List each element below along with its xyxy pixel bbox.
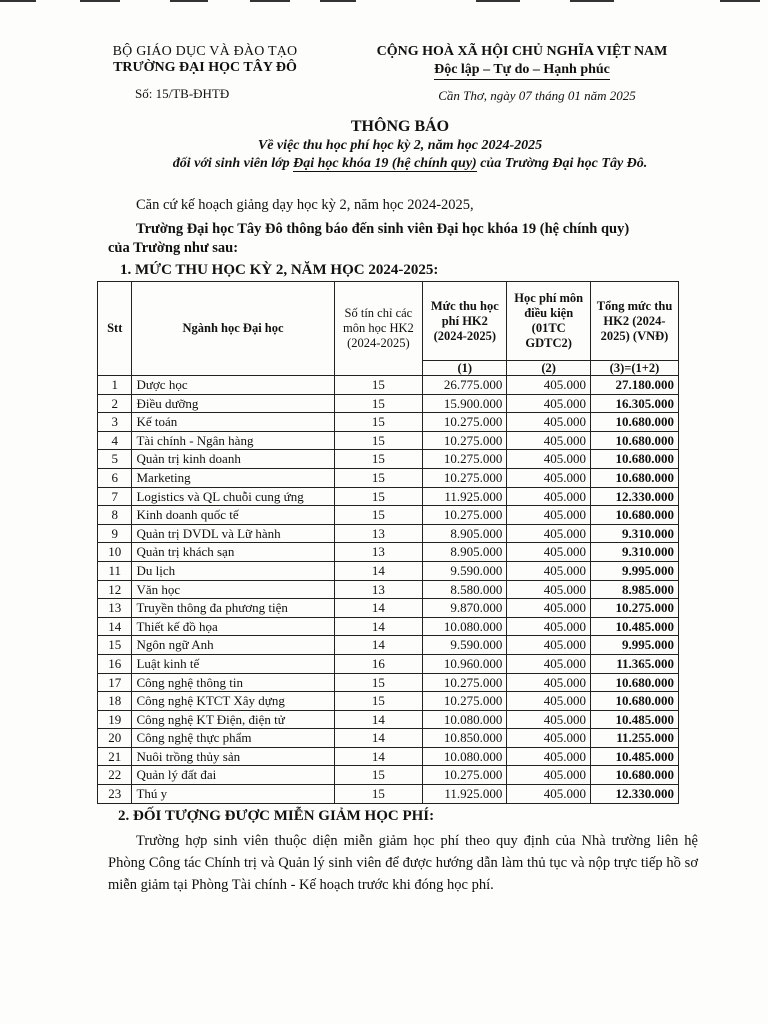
row-credits: 15 xyxy=(334,468,423,487)
row-conditional: 405.000 xyxy=(507,468,591,487)
section2-paragraph: Trường hợp sinh viên thuộc diện miễn giảm học phí theo quy định của Nhà trường liên hệ Phòng Công tác Chính trị và Quản lý sinh viên để được hướng dẫn làm thủ tục và nộp trực tiếp hồ sơ miễn giảm tại Phòng Tài chính - Kế hoạch trước khi đóng học phí. xyxy=(108,833,698,893)
table-row xyxy=(98,636,679,655)
row-credits: 16 xyxy=(334,654,423,673)
table-row xyxy=(98,766,679,785)
row-stt: 20 xyxy=(98,729,132,748)
issuer-header xyxy=(90,44,320,102)
row-total: 27.180.000 xyxy=(590,376,678,395)
row-stt: 3 xyxy=(98,413,132,432)
table-row xyxy=(98,431,679,450)
row-conditional: 405.000 xyxy=(507,785,591,804)
row-conditional: 405.000 xyxy=(507,747,591,766)
row-conditional: 405.000 xyxy=(507,692,591,711)
row-fee: 8.905.000 xyxy=(423,524,507,543)
row-fee: 15.900.000 xyxy=(423,394,507,413)
row-total: 10.680.000 xyxy=(590,673,678,692)
row-total: 9.310.000 xyxy=(590,524,678,543)
row-total: 10.680.000 xyxy=(590,468,678,487)
document-number: Số: 15/TB-ĐHTĐ xyxy=(135,86,230,101)
row-fee: 10.275.000 xyxy=(423,673,507,692)
table-row xyxy=(98,599,679,618)
table-row xyxy=(98,654,679,673)
row-total: 10.680.000 xyxy=(590,692,678,711)
row-major: Thiết kế đồ họa xyxy=(132,617,334,636)
table-row xyxy=(98,580,679,599)
row-stt: 11 xyxy=(98,561,132,580)
row-conditional: 405.000 xyxy=(507,506,591,525)
row-total: 11.365.000 xyxy=(590,654,678,673)
row-stt: 14 xyxy=(98,617,132,636)
row-major: Dược học xyxy=(132,376,334,395)
row-total: 10.275.000 xyxy=(590,599,678,618)
table-row xyxy=(98,506,679,525)
row-conditional: 405.000 xyxy=(507,673,591,692)
row-conditional: 405.000 xyxy=(507,413,591,432)
row-major: Ngôn ngữ Anh xyxy=(132,636,334,655)
row-major: Luật kinh tế xyxy=(132,654,334,673)
row-stt: 9 xyxy=(98,524,132,543)
row-fee: 9.870.000 xyxy=(423,599,507,618)
row-stt: 2 xyxy=(98,394,132,413)
row-fee: 10.080.000 xyxy=(423,617,507,636)
row-stt: 10 xyxy=(98,543,132,562)
row-credits: 15 xyxy=(334,487,423,506)
row-conditional: 405.000 xyxy=(507,524,591,543)
row-credits: 15 xyxy=(334,692,423,711)
header-fee: Mức thu học phí HK2 (2024-2025) xyxy=(423,282,507,361)
row-conditional: 405.000 xyxy=(507,431,591,450)
row-major: Điều dưỡng xyxy=(132,394,334,413)
row-major: Kinh doanh quốc tế xyxy=(132,506,334,525)
row-major: Văn học xyxy=(132,580,334,599)
row-total: 10.680.000 xyxy=(590,413,678,432)
row-conditional: 405.000 xyxy=(507,450,591,469)
row-conditional: 405.000 xyxy=(507,543,591,562)
row-fee: 11.925.000 xyxy=(423,785,507,804)
subheader-total: (3)=(1+2) xyxy=(590,361,678,376)
row-credits: 15 xyxy=(334,785,423,804)
row-credits: 15 xyxy=(334,413,423,432)
row-conditional: 405.000 xyxy=(507,394,591,413)
row-total: 16.305.000 xyxy=(590,394,678,413)
row-fee: 10.080.000 xyxy=(423,710,507,729)
row-stt: 21 xyxy=(98,747,132,766)
row-credits: 15 xyxy=(334,673,423,692)
row-credits: 14 xyxy=(334,636,423,655)
place-date: Cần Thơ, ngày 07 tháng 01 năm 2025 xyxy=(438,88,636,103)
ministry-name: BỘ GIÁO DỤC VÀ ĐÀO TẠO xyxy=(112,44,298,59)
table-row xyxy=(98,710,679,729)
national-header xyxy=(352,44,692,104)
row-credits: 15 xyxy=(334,506,423,525)
row-stt: 5 xyxy=(98,450,132,469)
row-conditional: 405.000 xyxy=(507,654,591,673)
row-major: Marketing xyxy=(132,468,334,487)
subheader-fee: (1) xyxy=(423,361,507,376)
row-major: Logistics và QL chuỗi cung ứng xyxy=(132,487,334,506)
subtitle-part-c: của Trường Đại học Tây Đô. xyxy=(476,156,648,171)
row-credits: 15 xyxy=(334,766,423,785)
row-major: Quản trị kinh doanh xyxy=(132,450,334,469)
row-conditional: 405.000 xyxy=(507,376,591,395)
table-row xyxy=(98,450,679,469)
row-major: Thú y xyxy=(132,785,334,804)
row-stt: 16 xyxy=(98,654,132,673)
tuition-table-body xyxy=(98,376,679,804)
row-fee: 10.275.000 xyxy=(423,506,507,525)
header-stt: Stt xyxy=(98,282,132,376)
row-credits: 15 xyxy=(334,431,423,450)
table-row xyxy=(98,487,679,506)
table-row xyxy=(98,468,679,487)
row-conditional: 405.000 xyxy=(507,580,591,599)
table-row xyxy=(98,394,679,413)
row-major: Công nghệ KT Điện, điện tử xyxy=(132,710,334,729)
row-credits: 14 xyxy=(334,617,423,636)
row-conditional: 405.000 xyxy=(507,599,591,618)
row-major: Nuôi trồng thủy sản xyxy=(132,747,334,766)
row-major: Tài chính - Ngân hàng xyxy=(132,431,334,450)
row-fee: 10.275.000 xyxy=(423,413,507,432)
header-conditional: Học phí môn điều kiện (01TC GDTC2) xyxy=(507,282,591,361)
country-name: CỘNG HOÀ XÃ HỘI CHỦ NGHĨA VIỆT NAM xyxy=(376,44,668,59)
notice-subtitle-line2 xyxy=(0,156,768,172)
row-stt: 22 xyxy=(98,766,132,785)
row-fee: 10.275.000 xyxy=(423,431,507,450)
row-credits: 14 xyxy=(334,599,423,618)
basis-paragraph: Căn cứ kế hoạch giảng dạy học kỳ 2, năm học 2024-2025, xyxy=(136,197,474,213)
row-fee: 9.590.000 xyxy=(423,636,507,655)
row-stt: 7 xyxy=(98,487,132,506)
notice-subtitle-line1: Về việc thu học phí học kỳ 2, năm học 2024-2025 xyxy=(257,138,543,153)
table-row xyxy=(98,524,679,543)
row-credits: 13 xyxy=(334,543,423,562)
row-total: 10.680.000 xyxy=(590,766,678,785)
row-conditional: 405.000 xyxy=(507,617,591,636)
table-row xyxy=(98,747,679,766)
table-row xyxy=(98,543,679,562)
row-total: 9.995.000 xyxy=(590,636,678,655)
section1-heading: 1. MỨC THU HỌC KỲ 2, NĂM HỌC 2024-2025: xyxy=(120,262,439,278)
row-total: 10.485.000 xyxy=(590,710,678,729)
row-major: Công nghệ thông tin xyxy=(132,673,334,692)
table-row xyxy=(98,729,679,748)
row-fee: 10.275.000 xyxy=(423,766,507,785)
row-stt: 4 xyxy=(98,431,132,450)
row-total: 12.330.000 xyxy=(590,487,678,506)
row-major: Quản trị khách sạn xyxy=(132,543,334,562)
row-fee: 11.925.000 xyxy=(423,487,507,506)
row-stt: 19 xyxy=(98,710,132,729)
header-total: Tổng mức thu HK2 (2024-2025) (VNĐ) xyxy=(590,282,678,361)
row-total: 10.485.000 xyxy=(590,617,678,636)
subtitle-part-b: Đại học khóa 19 (hệ chính quy) xyxy=(293,156,477,171)
row-total: 11.255.000 xyxy=(590,729,678,748)
row-credits: 15 xyxy=(334,394,423,413)
row-total: 10.485.000 xyxy=(590,747,678,766)
row-total: 10.680.000 xyxy=(590,506,678,525)
row-stt: 6 xyxy=(98,468,132,487)
row-major: Truyền thông đa phương tiện xyxy=(132,599,334,618)
row-major: Công nghệ KTCT Xây dựng xyxy=(132,692,334,711)
subheader-conditional: (2) xyxy=(507,361,591,376)
row-fee: 8.580.000 xyxy=(423,580,507,599)
row-stt: 23 xyxy=(98,785,132,804)
row-fee: 10.960.000 xyxy=(423,654,507,673)
row-major: Kế toán xyxy=(132,413,334,432)
row-credits: 13 xyxy=(334,580,423,599)
row-conditional: 405.000 xyxy=(507,766,591,785)
table-row xyxy=(98,413,679,432)
row-stt: 1 xyxy=(98,376,132,395)
row-credits: 14 xyxy=(334,710,423,729)
row-fee: 9.590.000 xyxy=(423,561,507,580)
row-stt: 13 xyxy=(98,599,132,618)
row-credits: 15 xyxy=(334,450,423,469)
row-stt: 15 xyxy=(98,636,132,655)
table-row xyxy=(98,692,679,711)
row-conditional: 405.000 xyxy=(507,729,591,748)
school-name: TRƯỜNG ĐẠI HỌC TÂY ĐÔ xyxy=(113,60,297,75)
row-stt: 12 xyxy=(98,580,132,599)
tuition-table xyxy=(97,281,679,804)
row-major: Quản lý đất đai xyxy=(132,766,334,785)
section2-heading: 2. ĐỐI TƯỢNG ĐƯỢC MIỄN GIẢM HỌC PHÍ: xyxy=(118,808,435,824)
scan-top-marks xyxy=(0,0,768,6)
row-total: 12.330.000 xyxy=(590,785,678,804)
subtitle-part-a: đối với sinh viên lớp xyxy=(172,156,294,171)
row-fee: 10.275.000 xyxy=(423,692,507,711)
row-stt: 18 xyxy=(98,692,132,711)
row-total: 10.680.000 xyxy=(590,450,678,469)
row-total: 10.680.000 xyxy=(590,431,678,450)
row-credits: 14 xyxy=(334,729,423,748)
table-row xyxy=(98,673,679,692)
row-credits: 15 xyxy=(334,376,423,395)
row-fee: 10.275.000 xyxy=(423,468,507,487)
row-major: Du lịch xyxy=(132,561,334,580)
row-fee: 10.275.000 xyxy=(423,450,507,469)
row-credits: 13 xyxy=(334,524,423,543)
row-credits: 14 xyxy=(334,747,423,766)
notice-title: THÔNG BÁO xyxy=(350,118,450,135)
header-credits: Số tín chỉ các môn học HK2 (2024-2025) xyxy=(334,282,423,376)
row-major: Quản trị DVDL và Lữ hành xyxy=(132,524,334,543)
table-row xyxy=(98,785,679,804)
row-conditional: 405.000 xyxy=(507,561,591,580)
row-conditional: 405.000 xyxy=(507,487,591,506)
row-credits: 14 xyxy=(334,561,423,580)
row-fee: 8.905.000 xyxy=(423,543,507,562)
row-total: 8.985.000 xyxy=(590,580,678,599)
national-motto: Độc lập – Tự do – Hạnh phúc xyxy=(434,62,610,80)
row-fee: 10.080.000 xyxy=(423,747,507,766)
intro-line2: của Trường như sau: xyxy=(108,240,239,256)
row-fee: 26.775.000 xyxy=(423,376,507,395)
row-stt: 8 xyxy=(98,506,132,525)
row-conditional: 405.000 xyxy=(507,710,591,729)
row-conditional: 405.000 xyxy=(507,636,591,655)
table-row xyxy=(98,617,679,636)
header-major: Ngành học Đại học xyxy=(132,282,334,376)
row-fee: 10.850.000 xyxy=(423,729,507,748)
table-row xyxy=(98,561,679,580)
row-total: 9.995.000 xyxy=(590,561,678,580)
row-major: Công nghệ thực phẩm xyxy=(132,729,334,748)
table-row xyxy=(98,376,679,395)
intro-line1: Trường Đại học Tây Đô thông báo đến sinh viên Đại học khóa 19 (hệ chính quy) xyxy=(136,221,630,237)
row-stt: 17 xyxy=(98,673,132,692)
row-total: 9.310.000 xyxy=(590,543,678,562)
